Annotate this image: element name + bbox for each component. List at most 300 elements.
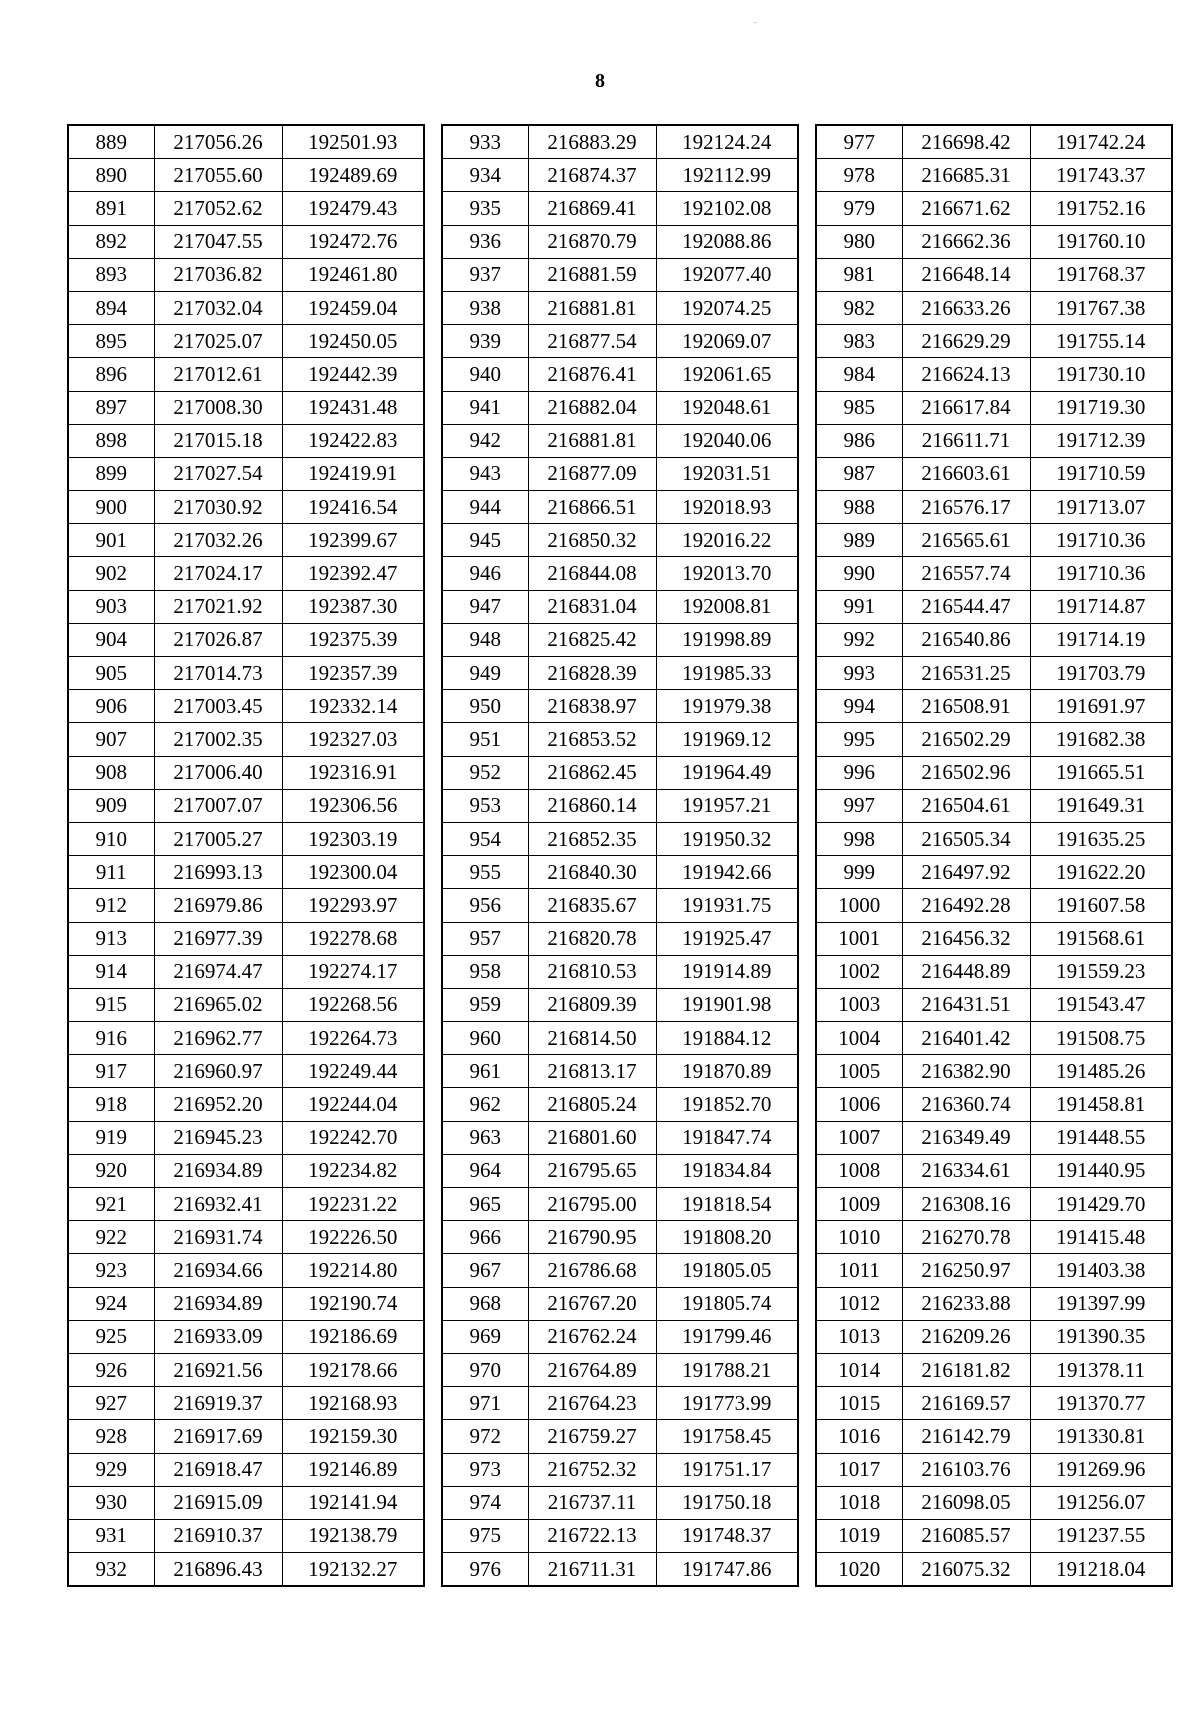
x-coordinate-cell: 216918.47: [154, 1453, 282, 1486]
table-row: [68, 258, 424, 291]
x-coordinate-cell: 216209.26: [902, 1320, 1030, 1353]
x-coordinate-cell: 216882.04: [528, 391, 656, 424]
x-coordinate-cell: 216624.13: [902, 358, 1030, 391]
x-coordinate-cell: 217006.40: [154, 756, 282, 789]
point-number-cell: 930: [68, 1486, 154, 1519]
table-row: [68, 325, 424, 358]
x-coordinate-cell: 216933.09: [154, 1320, 282, 1353]
table-row: [816, 557, 1172, 590]
x-coordinate-cell: 216431.51: [902, 988, 1030, 1021]
point-number-cell: 942: [442, 424, 528, 457]
point-number-cell: 1019: [816, 1519, 902, 1552]
point-number-cell: 992: [816, 623, 902, 656]
x-coordinate-cell: 217056.26: [154, 125, 282, 159]
table-row: [68, 590, 424, 623]
table-row: [816, 1121, 1172, 1154]
y-coordinate-cell: 191985.33: [656, 657, 798, 690]
y-coordinate-cell: 192472.76: [282, 225, 424, 258]
x-coordinate-cell: 216497.92: [902, 856, 1030, 889]
point-number-cell: 891: [68, 192, 154, 225]
point-number-cell: 904: [68, 623, 154, 656]
table-row: [68, 623, 424, 656]
y-coordinate-cell: 192112.99: [656, 159, 798, 192]
y-coordinate-cell: 191758.45: [656, 1420, 798, 1453]
x-coordinate-cell: 216813.17: [528, 1055, 656, 1088]
point-number-cell: 1002: [816, 955, 902, 988]
point-number-cell: 931: [68, 1519, 154, 1552]
x-coordinate-cell: 216876.41: [528, 358, 656, 391]
y-coordinate-cell: 191370.77: [1030, 1387, 1172, 1420]
x-coordinate-cell: 216662.36: [902, 225, 1030, 258]
y-coordinate-cell: 192214.80: [282, 1254, 424, 1287]
y-coordinate-cell: 192501.93: [282, 125, 424, 159]
y-coordinate-cell: 192268.56: [282, 988, 424, 1021]
y-coordinate-cell: 192190.74: [282, 1287, 424, 1320]
table-row: [816, 955, 1172, 988]
y-coordinate-cell: 191508.75: [1030, 1022, 1172, 1055]
table-row: [442, 822, 798, 855]
y-coordinate-cell: 192422.83: [282, 424, 424, 457]
x-coordinate-cell: 216648.14: [902, 258, 1030, 291]
table-row: [442, 1121, 798, 1154]
point-number-cell: 893: [68, 258, 154, 291]
point-number-cell: 954: [442, 822, 528, 855]
x-coordinate-cell: 216349.49: [902, 1121, 1030, 1154]
point-number-cell: 981: [816, 258, 902, 291]
table-row: [442, 889, 798, 922]
y-coordinate-cell: 192244.04: [282, 1088, 424, 1121]
coordinate-table-2: [441, 124, 799, 1587]
point-number-cell: 896: [68, 358, 154, 391]
y-coordinate-cell: 192186.69: [282, 1320, 424, 1353]
y-coordinate-cell: 192357.39: [282, 657, 424, 690]
y-coordinate-cell: 191403.38: [1030, 1254, 1172, 1287]
y-coordinate-cell: 191440.95: [1030, 1154, 1172, 1187]
point-number-cell: 939: [442, 325, 528, 358]
x-coordinate-cell: 216896.43: [154, 1553, 282, 1587]
y-coordinate-cell: 192293.97: [282, 889, 424, 922]
y-coordinate-cell: 191710.36: [1030, 557, 1172, 590]
table-row: [442, 192, 798, 225]
table-row: [68, 524, 424, 557]
table-row: [816, 1453, 1172, 1486]
point-number-cell: 988: [816, 491, 902, 524]
table-row: [816, 756, 1172, 789]
point-number-cell: 935: [442, 192, 528, 225]
y-coordinate-cell: 191834.84: [656, 1154, 798, 1187]
point-number-cell: 902: [68, 557, 154, 590]
x-coordinate-cell: 216764.89: [528, 1353, 656, 1386]
point-number-cell: 1008: [816, 1154, 902, 1187]
x-coordinate-cell: 216910.37: [154, 1519, 282, 1552]
table-row: [816, 1320, 1172, 1353]
y-coordinate-cell: 191750.18: [656, 1486, 798, 1519]
x-coordinate-cell: 216835.67: [528, 889, 656, 922]
point-number-cell: 982: [816, 291, 902, 324]
table-row: [816, 1553, 1172, 1587]
table-row: [816, 1387, 1172, 1420]
x-coordinate-cell: 216869.41: [528, 192, 656, 225]
coordinate-table-1: [67, 124, 425, 1587]
table-row: [68, 1088, 424, 1121]
y-coordinate-cell: 192159.30: [282, 1420, 424, 1453]
y-coordinate-cell: 192419.91: [282, 457, 424, 490]
point-number-cell: 964: [442, 1154, 528, 1187]
point-number-cell: 1020: [816, 1553, 902, 1587]
y-coordinate-cell: 191665.51: [1030, 756, 1172, 789]
x-coordinate-cell: 216448.89: [902, 955, 1030, 988]
x-coordinate-cell: 216142.79: [902, 1420, 1030, 1453]
table-row: [442, 723, 798, 756]
table-row: [816, 590, 1172, 623]
table-row: [68, 657, 424, 690]
point-number-cell: 929: [68, 1453, 154, 1486]
table-row: [68, 1519, 424, 1552]
table-row: [68, 291, 424, 324]
point-number-cell: 946: [442, 557, 528, 590]
point-number-cell: 965: [442, 1188, 528, 1221]
table-row: [442, 1287, 798, 1320]
point-number-cell: 978: [816, 159, 902, 192]
table-row: [68, 491, 424, 524]
x-coordinate-cell: 216993.13: [154, 856, 282, 889]
x-coordinate-cell: 216977.39: [154, 922, 282, 955]
x-coordinate-cell: 216965.02: [154, 988, 282, 1021]
x-coordinate-cell: 216308.16: [902, 1188, 1030, 1221]
table-row: [442, 756, 798, 789]
table-row: [442, 1320, 798, 1353]
table-row: [68, 988, 424, 1021]
point-number-cell: 962: [442, 1088, 528, 1121]
point-number-cell: 1006: [816, 1088, 902, 1121]
point-number-cell: 1000: [816, 889, 902, 922]
x-coordinate-cell: 216877.09: [528, 457, 656, 490]
y-coordinate-cell: 191330.81: [1030, 1420, 1172, 1453]
table-row: [442, 856, 798, 889]
y-coordinate-cell: 192416.54: [282, 491, 424, 524]
y-coordinate-cell: 192069.07: [656, 325, 798, 358]
point-number-cell: 957: [442, 922, 528, 955]
y-coordinate-cell: 191957.21: [656, 789, 798, 822]
y-coordinate-cell: 191691.97: [1030, 690, 1172, 723]
y-coordinate-cell: 192489.69: [282, 159, 424, 192]
point-number-cell: 908: [68, 756, 154, 789]
x-coordinate-cell: 216874.37: [528, 159, 656, 192]
x-coordinate-cell: 216382.90: [902, 1055, 1030, 1088]
x-coordinate-cell: 216825.42: [528, 623, 656, 656]
x-coordinate-cell: 216456.32: [902, 922, 1030, 955]
point-number-cell: 971: [442, 1387, 528, 1420]
point-number-cell: 986: [816, 424, 902, 457]
y-coordinate-cell: 191870.89: [656, 1055, 798, 1088]
table-row: [68, 1553, 424, 1587]
table-row: [68, 192, 424, 225]
point-number-cell: 918: [68, 1088, 154, 1121]
point-number-cell: 1014: [816, 1353, 902, 1386]
x-coordinate-cell: 217036.82: [154, 258, 282, 291]
table-row: [816, 1088, 1172, 1121]
point-number-cell: 926: [68, 1353, 154, 1386]
point-number-cell: 900: [68, 491, 154, 524]
y-coordinate-cell: 191710.36: [1030, 524, 1172, 557]
y-coordinate-cell: 192274.17: [282, 955, 424, 988]
point-number-cell: 927: [68, 1387, 154, 1420]
table-row: [442, 623, 798, 656]
point-number-cell: 1004: [816, 1022, 902, 1055]
y-coordinate-cell: 191622.20: [1030, 856, 1172, 889]
y-coordinate-cell: 192226.50: [282, 1221, 424, 1254]
point-number-cell: 944: [442, 491, 528, 524]
table-row: [816, 690, 1172, 723]
point-number-cell: 998: [816, 822, 902, 855]
x-coordinate-cell: 216737.11: [528, 1486, 656, 1519]
y-coordinate-cell: 192479.43: [282, 192, 424, 225]
y-coordinate-cell: 191635.25: [1030, 822, 1172, 855]
x-coordinate-cell: 216809.39: [528, 988, 656, 1021]
table-row: [442, 1453, 798, 1486]
table-row: [442, 1519, 798, 1552]
x-coordinate-cell: 217032.04: [154, 291, 282, 324]
point-number-cell: 1013: [816, 1320, 902, 1353]
point-number-cell: 960: [442, 1022, 528, 1055]
y-coordinate-cell: 192048.61: [656, 391, 798, 424]
point-number-cell: 895: [68, 325, 154, 358]
x-coordinate-cell: 217026.87: [154, 623, 282, 656]
y-coordinate-cell: 192399.67: [282, 524, 424, 557]
table-row: [68, 1320, 424, 1353]
point-number-cell: 973: [442, 1453, 528, 1486]
y-coordinate-cell: 192375.39: [282, 623, 424, 656]
table-row: [816, 1221, 1172, 1254]
table-row: [68, 1221, 424, 1254]
point-number-cell: 948: [442, 623, 528, 656]
x-coordinate-cell: 217007.07: [154, 789, 282, 822]
y-coordinate-cell: 192300.04: [282, 856, 424, 889]
table-row: [816, 623, 1172, 656]
x-coordinate-cell: 216881.81: [528, 291, 656, 324]
table-row: [816, 1420, 1172, 1453]
x-coordinate-cell: 216860.14: [528, 789, 656, 822]
y-coordinate-cell: 191559.23: [1030, 955, 1172, 988]
point-number-cell: 985: [816, 391, 902, 424]
y-coordinate-cell: 191751.17: [656, 1453, 798, 1486]
y-coordinate-cell: 191914.89: [656, 955, 798, 988]
x-coordinate-cell: 216611.71: [902, 424, 1030, 457]
point-number-cell: 933: [442, 125, 528, 159]
x-coordinate-cell: 216862.45: [528, 756, 656, 789]
table-row: [442, 657, 798, 690]
y-coordinate-cell: 191847.74: [656, 1121, 798, 1154]
x-coordinate-cell: 216945.23: [154, 1121, 282, 1154]
y-coordinate-cell: 192008.81: [656, 590, 798, 623]
y-coordinate-cell: 191568.61: [1030, 922, 1172, 955]
table-row: [816, 723, 1172, 756]
table-row: [816, 1287, 1172, 1320]
point-number-cell: 987: [816, 457, 902, 490]
x-coordinate-cell: 216531.25: [902, 657, 1030, 690]
point-number-cell: 922: [68, 1221, 154, 1254]
table-row: [816, 125, 1172, 159]
table-row: [442, 988, 798, 1021]
point-number-cell: 1017: [816, 1453, 902, 1486]
table-row: [442, 690, 798, 723]
table-row: [442, 457, 798, 490]
point-number-cell: 945: [442, 524, 528, 557]
x-coordinate-cell: 216233.88: [902, 1287, 1030, 1320]
point-number-cell: 932: [68, 1553, 154, 1587]
x-coordinate-cell: 216934.89: [154, 1154, 282, 1187]
y-coordinate-cell: 191703.79: [1030, 657, 1172, 690]
table-row: [442, 524, 798, 557]
table-row: [816, 491, 1172, 524]
y-coordinate-cell: 192278.68: [282, 922, 424, 955]
point-number-cell: 958: [442, 955, 528, 988]
x-coordinate-cell: 216853.52: [528, 723, 656, 756]
table-row: [68, 557, 424, 590]
y-coordinate-cell: 192146.89: [282, 1453, 424, 1486]
point-number-cell: 943: [442, 457, 528, 490]
y-coordinate-cell: 191390.35: [1030, 1320, 1172, 1353]
table-row: [442, 590, 798, 623]
x-coordinate-cell: 216921.56: [154, 1353, 282, 1386]
table-row: [68, 1486, 424, 1519]
y-coordinate-cell: 191752.16: [1030, 192, 1172, 225]
y-coordinate-cell: 191743.37: [1030, 159, 1172, 192]
table-row: [68, 889, 424, 922]
x-coordinate-cell: 216762.24: [528, 1320, 656, 1353]
table-row: [68, 922, 424, 955]
point-number-cell: 919: [68, 1121, 154, 1154]
point-number-cell: 903: [68, 590, 154, 623]
point-number-cell: 994: [816, 690, 902, 723]
x-coordinate-cell: 216962.77: [154, 1022, 282, 1055]
table-row: [442, 391, 798, 424]
y-coordinate-cell: 191799.46: [656, 1320, 798, 1353]
point-number-cell: 951: [442, 723, 528, 756]
point-number-cell: 990: [816, 557, 902, 590]
table-row: [816, 922, 1172, 955]
table-row: [816, 325, 1172, 358]
y-coordinate-cell: 192459.04: [282, 291, 424, 324]
table-row: [442, 1022, 798, 1055]
x-coordinate-cell: 216502.29: [902, 723, 1030, 756]
table-row: [442, 1188, 798, 1221]
point-number-cell: 995: [816, 723, 902, 756]
x-coordinate-cell: 216919.37: [154, 1387, 282, 1420]
table-row: [816, 1254, 1172, 1287]
table-row: [68, 789, 424, 822]
table-row: [442, 1154, 798, 1187]
x-coordinate-cell: 217008.30: [154, 391, 282, 424]
x-coordinate-cell: 216505.34: [902, 822, 1030, 855]
y-coordinate-cell: 191852.70: [656, 1088, 798, 1121]
y-coordinate-cell: 192392.47: [282, 557, 424, 590]
table-row: [68, 125, 424, 159]
table-row: [816, 789, 1172, 822]
y-coordinate-cell: 191714.87: [1030, 590, 1172, 623]
point-number-cell: 956: [442, 889, 528, 922]
table-row: [68, 457, 424, 490]
point-number-cell: 917: [68, 1055, 154, 1088]
point-number-cell: 906: [68, 690, 154, 723]
x-coordinate-cell: 216565.61: [902, 524, 1030, 557]
x-coordinate-cell: 216502.96: [902, 756, 1030, 789]
x-coordinate-cell: 216098.05: [902, 1486, 1030, 1519]
point-number-cell: 979: [816, 192, 902, 225]
x-coordinate-cell: 216671.62: [902, 192, 1030, 225]
x-coordinate-cell: 216752.32: [528, 1453, 656, 1486]
point-number-cell: 913: [68, 922, 154, 955]
table-row: [816, 1486, 1172, 1519]
point-number-cell: 983: [816, 325, 902, 358]
x-coordinate-cell: 216831.04: [528, 590, 656, 623]
y-coordinate-cell: 192132.27: [282, 1553, 424, 1587]
y-coordinate-cell: 191969.12: [656, 723, 798, 756]
point-number-cell: 950: [442, 690, 528, 723]
table-row: [442, 1055, 798, 1088]
y-coordinate-cell: 191884.12: [656, 1022, 798, 1055]
point-number-cell: 912: [68, 889, 154, 922]
y-coordinate-cell: 191742.24: [1030, 125, 1172, 159]
x-coordinate-cell: 216576.17: [902, 491, 1030, 524]
point-number-cell: 915: [68, 988, 154, 1021]
y-coordinate-cell: 192387.30: [282, 590, 424, 623]
point-number-cell: 936: [442, 225, 528, 258]
table-row: [816, 1353, 1172, 1386]
point-number-cell: 1001: [816, 922, 902, 955]
table-row: [68, 723, 424, 756]
table-row: [68, 225, 424, 258]
x-coordinate-cell: 216181.82: [902, 1353, 1030, 1386]
point-number-cell: 894: [68, 291, 154, 324]
y-coordinate-cell: 191730.10: [1030, 358, 1172, 391]
table-row: [68, 1453, 424, 1486]
table-row: [442, 1486, 798, 1519]
x-coordinate-cell: 217021.92: [154, 590, 282, 623]
point-number-cell: 937: [442, 258, 528, 291]
x-coordinate-cell: 216866.51: [528, 491, 656, 524]
x-coordinate-cell: 216767.20: [528, 1287, 656, 1320]
x-coordinate-cell: 216805.24: [528, 1088, 656, 1121]
y-coordinate-cell: 191649.31: [1030, 789, 1172, 822]
x-coordinate-cell: 217015.18: [154, 424, 282, 457]
table-row: [68, 391, 424, 424]
y-coordinate-cell: 191543.47: [1030, 988, 1172, 1021]
y-coordinate-cell: 191429.70: [1030, 1188, 1172, 1221]
table-row: [816, 391, 1172, 424]
table-row: [68, 856, 424, 889]
point-number-cell: 974: [442, 1486, 528, 1519]
table-row: [68, 1188, 424, 1221]
y-coordinate-cell: 192249.44: [282, 1055, 424, 1088]
point-number-cell: 940: [442, 358, 528, 391]
table-row: [68, 955, 424, 988]
point-number-cell: 899: [68, 457, 154, 490]
x-coordinate-cell: 216952.20: [154, 1088, 282, 1121]
x-coordinate-cell: 216633.26: [902, 291, 1030, 324]
point-number-cell: 991: [816, 590, 902, 623]
point-number-cell: 925: [68, 1320, 154, 1353]
x-coordinate-cell: 216844.08: [528, 557, 656, 590]
x-coordinate-cell: 216881.81: [528, 424, 656, 457]
x-coordinate-cell: 216960.97: [154, 1055, 282, 1088]
point-number-cell: 1005: [816, 1055, 902, 1088]
y-coordinate-cell: 191397.99: [1030, 1287, 1172, 1320]
point-number-cell: 909: [68, 789, 154, 822]
y-coordinate-cell: 192431.48: [282, 391, 424, 424]
point-number-cell: 969: [442, 1320, 528, 1353]
point-number-cell: 952: [442, 756, 528, 789]
